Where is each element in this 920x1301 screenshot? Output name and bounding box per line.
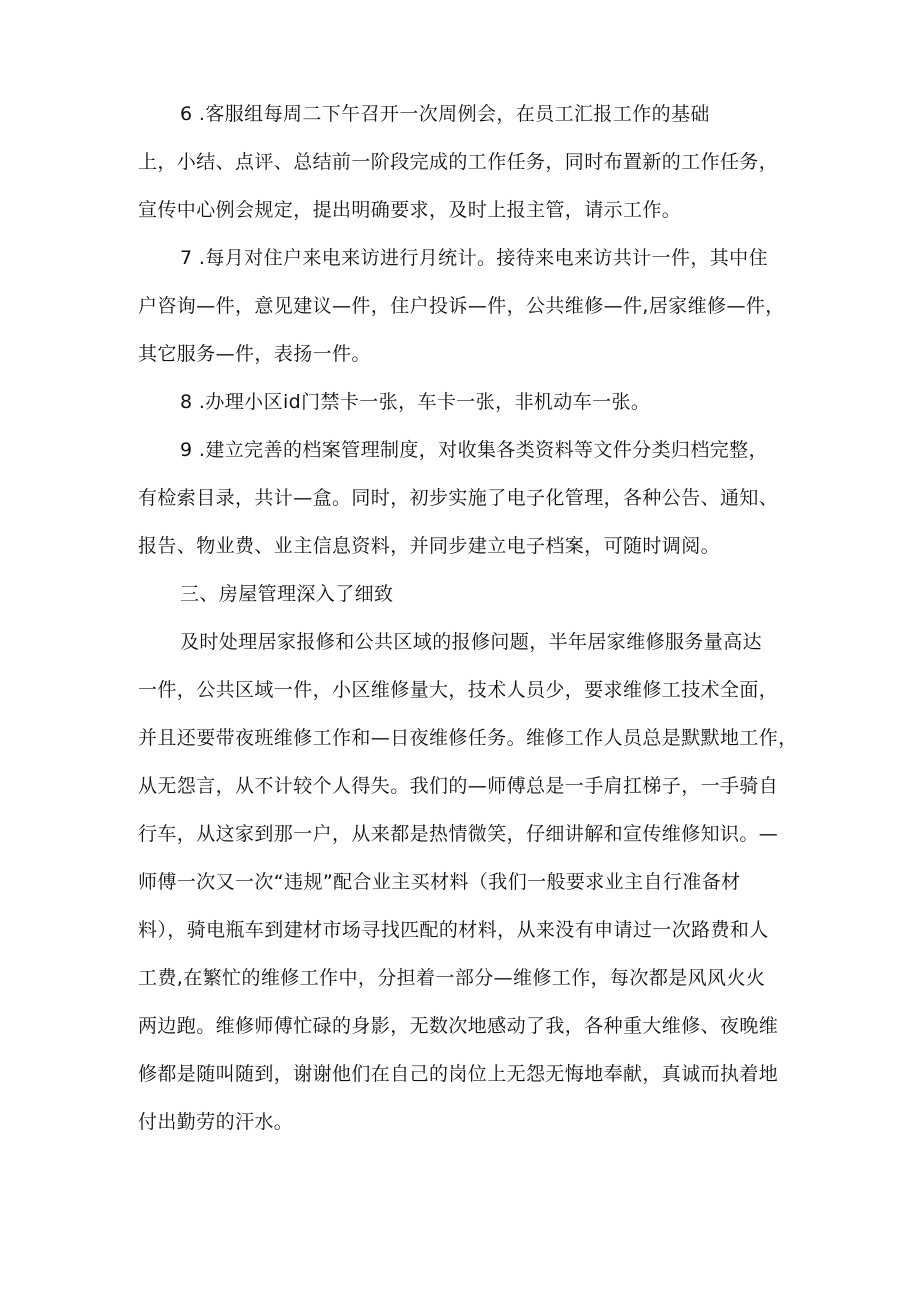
text-line: 及时处理居家报修和公共区域的报修问题，半年居家维修服务量高达: [180, 631, 763, 653]
text-line: 行车，从这家到那一户，从来都是热情微笑，仔细讲解和宣传维修知识。—: [138, 823, 779, 845]
text-line: 工费,在繁忙的维修工作中，分担着一部分—维修工作，每次都是风风火火: [138, 967, 766, 989]
text-line: 付出勤劳的汗水。: [138, 1111, 294, 1133]
text-line: 户咨询—件，意见建议—件，住户投诉—件，公共维修—件,居家维修—件，: [138, 295, 785, 317]
text-line: 宣传中心例会规定，提出明确要求，及时上报主管，请示工作。: [138, 199, 682, 221]
text-line: 报告、物业费、业主信息资料，并同步建立电子档案，可随时调阅。: [138, 535, 721, 557]
text-line: 其它服务—件，表扬一件。: [138, 343, 371, 365]
text-line: 并且还要带夜班维修工作和—日夜维修任务。维修工作人员总是默默地工作，: [138, 727, 798, 749]
text-line: 从无怨言，从不计较个人得失。我们的—师傅总是一手肩扛梯子，一手骑自: [138, 775, 779, 797]
text-line: 6 .客服组每周二下午召开一次周例会，在员工汇报工作的基础: [180, 103, 710, 125]
text-line: 修都是随叫随到，谢谢他们在自己的岗位上无怨无悔地奉献，真诚而执着地: [138, 1063, 779, 1085]
text-line: 一件，公共区域一件，小区维修量大，技术人员少，要求维修工技术全面，: [138, 679, 779, 701]
text-line: 师傅一次又一次“违规”配合业主买材料（我们一般要求业主自行准备材: [138, 871, 741, 893]
text-line: 7 .每月对住户来电来访进行月统计。接待来电来访共计一件，其中住: [180, 247, 768, 269]
text-line: 8 .办理小区id门禁卡一张，车卡一张，非机动车一张。: [180, 391, 651, 413]
text-line: 9 .建立完善的档案管理制度，对收集各类资料等文件分类归档完整，: [180, 439, 768, 461]
section-heading: 三、房屋管理深入了细致: [180, 583, 394, 605]
text-line: 料），骑电瓶车到建材市场寻找匹配的材料，从来没有申请过一次路费和人: [138, 919, 769, 941]
text-line: 上，小结、点评、总结前一阶段完成的工作任务，同时布置新的工作任务，: [138, 151, 779, 173]
text-line: 两边跑。维修师傅忙碌的身影，无数次地感动了我，各种重大维修、夜晚维: [138, 1015, 779, 1037]
text-line: 有检索目录，共计—盒。同时，初步实施了电子化管理，各种公告、通知、: [138, 487, 779, 509]
